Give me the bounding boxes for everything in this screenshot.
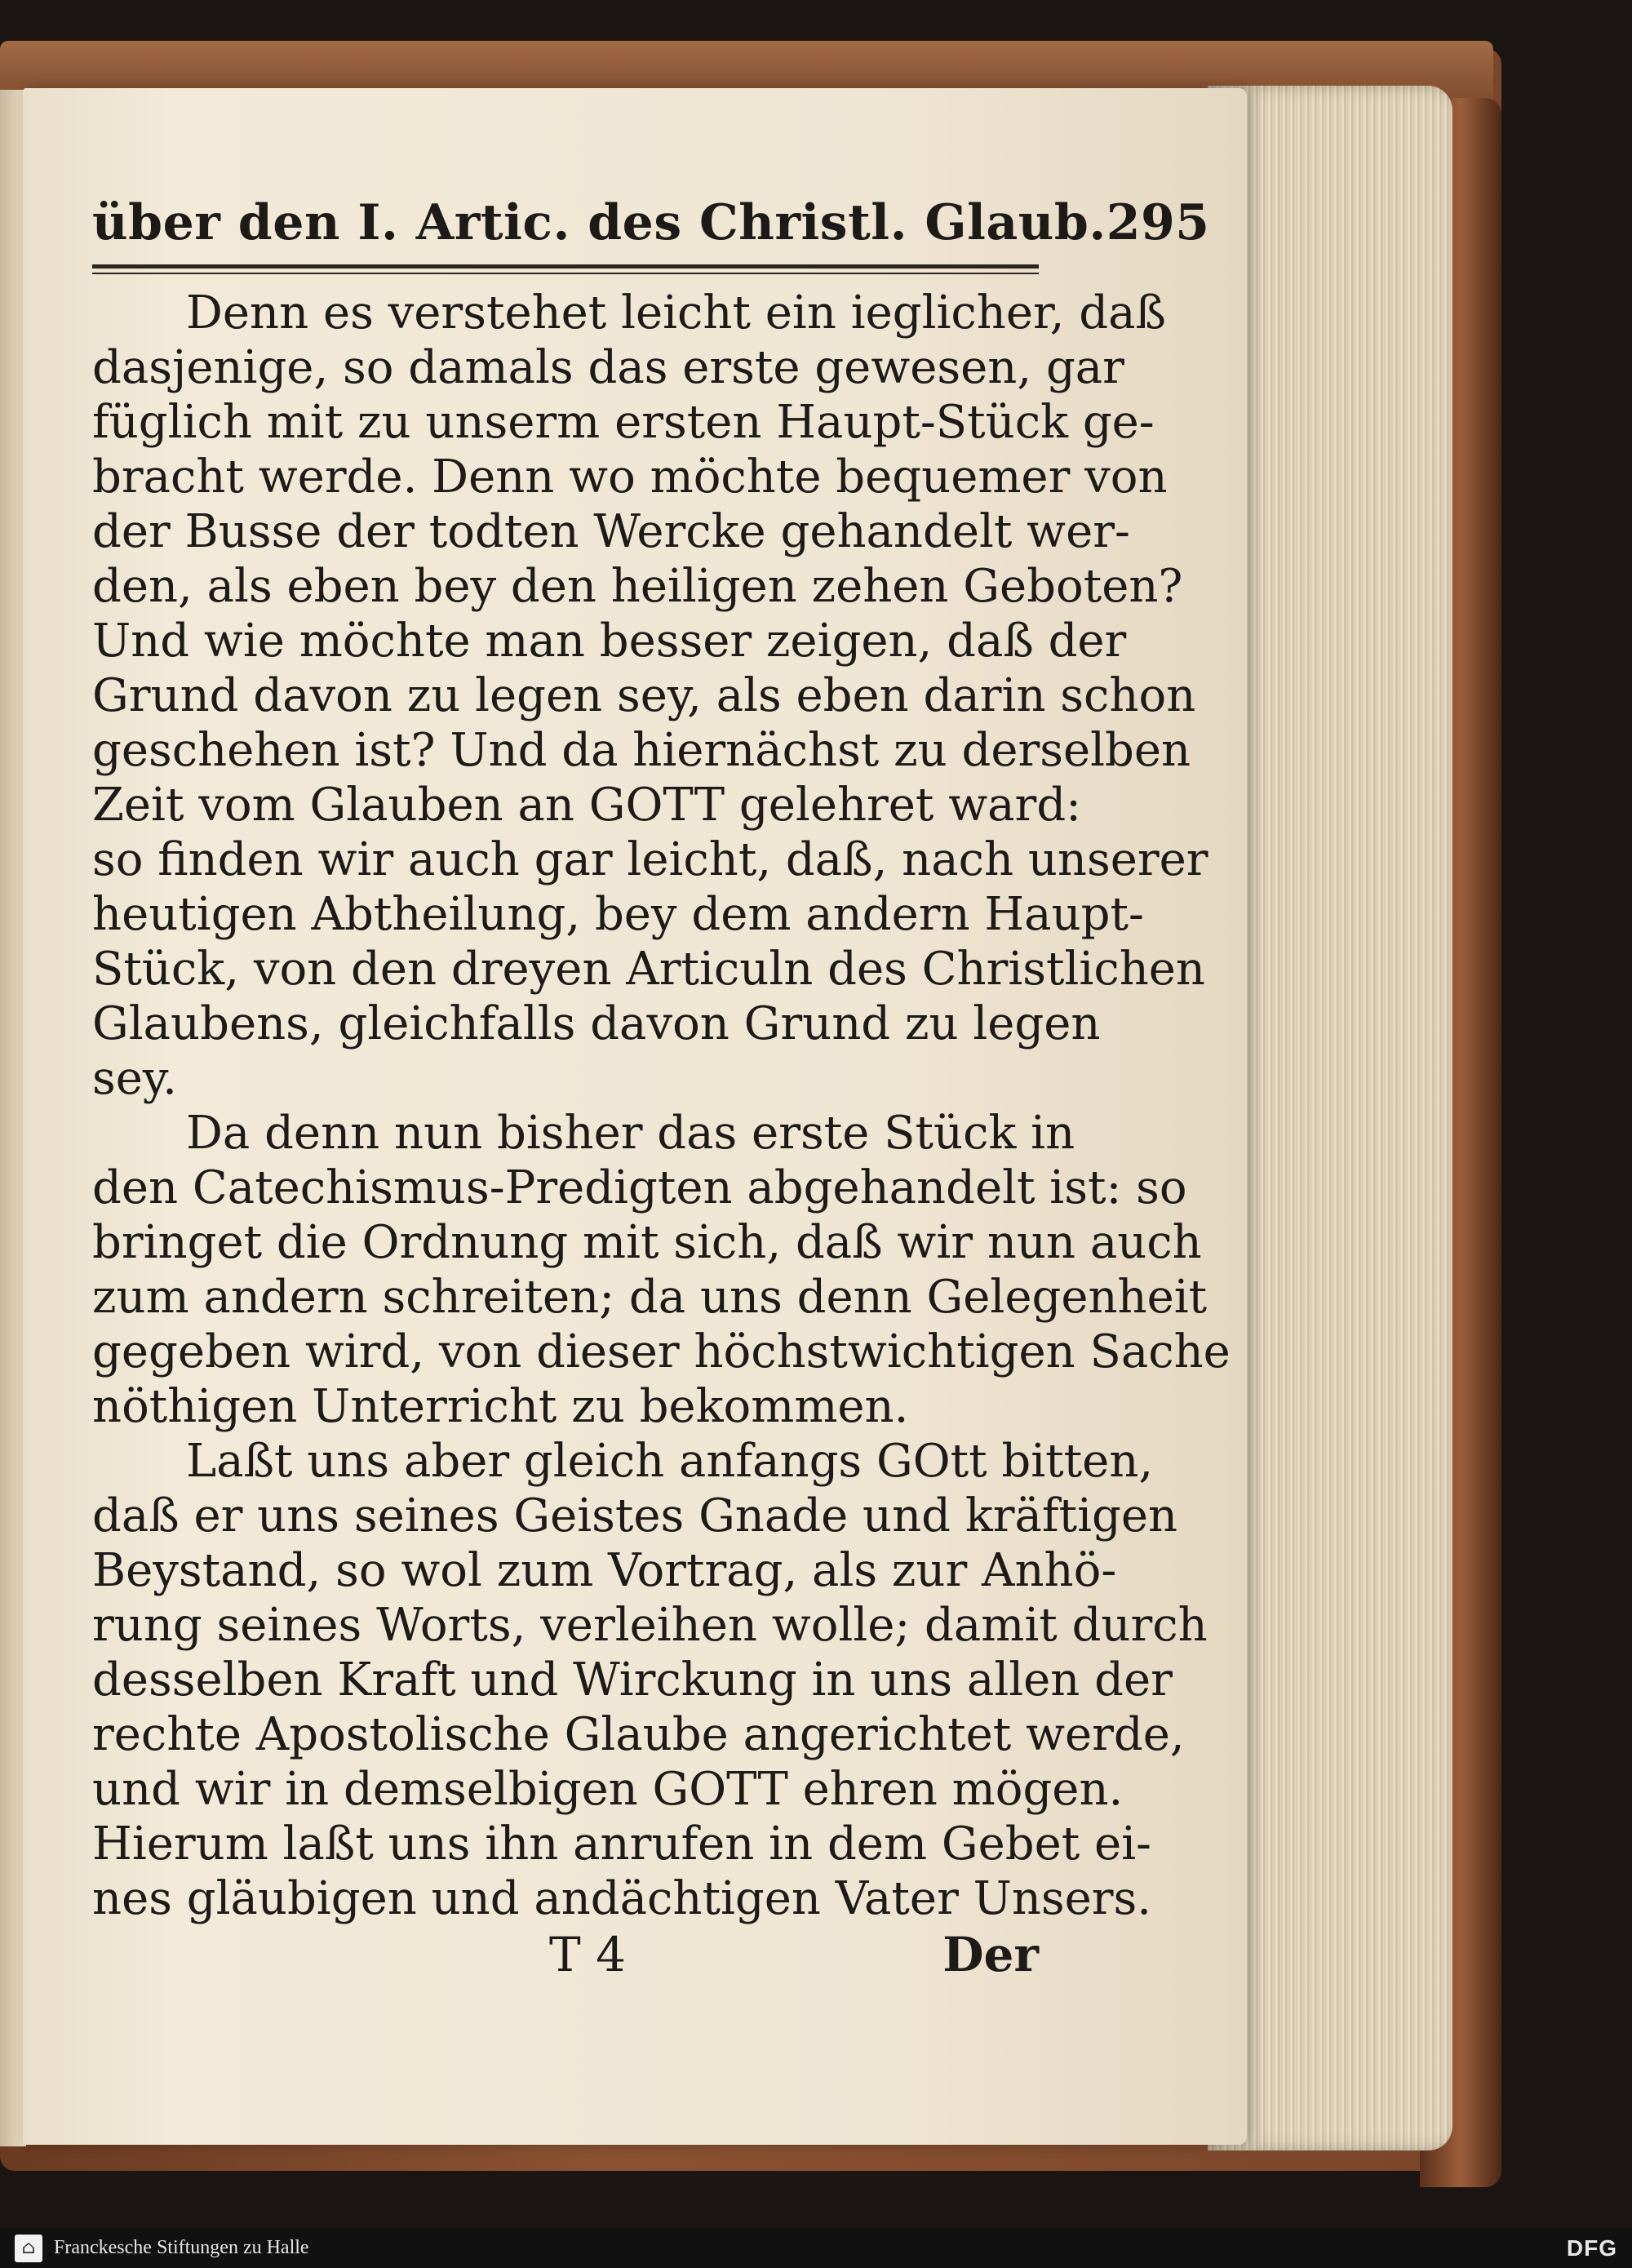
text-line: geschehen ist? Und da hiernächst zu derselben xyxy=(92,724,1191,777)
institution-logo-icon: ⌂ xyxy=(15,2235,42,2262)
book-page xyxy=(23,88,1247,2145)
text-line: Grund davon zu legen sey, als eben darin schon xyxy=(92,669,1196,722)
dfg-logo: DFG xyxy=(1566,2235,1617,2261)
text-line: zum andern schreiten; da uns denn Gelegenheit xyxy=(92,1271,1208,1324)
text-line: rechte Apostolische Glaube angerichtet werde, xyxy=(92,1708,1185,1761)
text-line: Stück, von den dreyen Articuln des Christlichen xyxy=(92,943,1205,996)
text-line: den Catechismus-Predigten abgehandelt ist: so xyxy=(92,1161,1187,1214)
text-line: den, als eben bey den heiligen zehen Geboten? xyxy=(92,560,1183,613)
text-line: und wir in demselbigen GOTT ehren mögen. xyxy=(92,1763,1124,1816)
text-line: füglich mit zu unserm ersten Haupt-Stück ge- xyxy=(92,396,1155,449)
text-line: nes gläubigen und andächtigen Vater Unsers. xyxy=(92,1872,1152,1925)
text-line: gegeben wird, von dieser höchstwichtigen Sache xyxy=(92,1325,1231,1378)
holding-institution: Franckesche Stiftungen zu Halle xyxy=(54,2237,309,2258)
text-line: der Busse der todten Wercke gehandelt wer- xyxy=(92,505,1130,558)
running-head xyxy=(92,186,1210,260)
text-line: Da denn nun bisher das erste Stück in xyxy=(186,1107,1075,1160)
page-footer xyxy=(92,1926,1039,1983)
text-line: desselben Kraft und Wirckung in uns allen der xyxy=(92,1653,1173,1707)
text-line: Denn es verstehet leicht ein ieglicher, daß xyxy=(186,286,1166,340)
text-line: Glaubens, gleichfalls davon Grund zu legen xyxy=(92,997,1101,1050)
running-title: über den I. Artic. des Christl. Glaub. xyxy=(92,194,1106,251)
catchword: Der xyxy=(942,1927,1039,1982)
page-text xyxy=(92,186,1231,1983)
text-line: nöthigen Unterricht zu bekommen. xyxy=(92,1380,909,1433)
text-line: Beystand, so wol zum Vortrag, als zur Anhö- xyxy=(92,1544,1117,1597)
text-line: Zeit vom Glauben an GOTT gelehret ward: xyxy=(92,779,1082,832)
text-line: dasjenige, so damals das erste gewesen, gar xyxy=(92,341,1124,394)
text-line: bringet die Ordnung mit sich, daß wir nun auch xyxy=(92,1216,1202,1269)
text-line: bracht werde. Denn wo möchte bequemer von xyxy=(92,450,1168,504)
text-line: Hierum laßt uns ihn anrufen in dem Gebet ei- xyxy=(92,1818,1151,1871)
text-line: daß er uns seines Geistes Gnade und kräftigen xyxy=(92,1489,1178,1542)
text-line: rung seines Worts, verleihen wolle; damit durch xyxy=(92,1599,1208,1652)
text-line: so finden wir auch gar leicht, daß, nach unserer xyxy=(92,833,1208,886)
header-rule xyxy=(92,264,1039,274)
text-line: sey. xyxy=(92,1052,177,1105)
text-line: Laßt uns aber gleich anfangs GOtt bitten, xyxy=(186,1435,1154,1488)
footer-strip xyxy=(0,2228,1632,2268)
text-line: heutigen Abtheilung, bey dem andern Haupt- xyxy=(92,888,1144,941)
page-number: 295 xyxy=(1106,194,1210,251)
text-line: Und wie möchte man besser zeigen, daß der xyxy=(92,615,1127,668)
signature-mark: T 4 xyxy=(549,1927,627,1982)
